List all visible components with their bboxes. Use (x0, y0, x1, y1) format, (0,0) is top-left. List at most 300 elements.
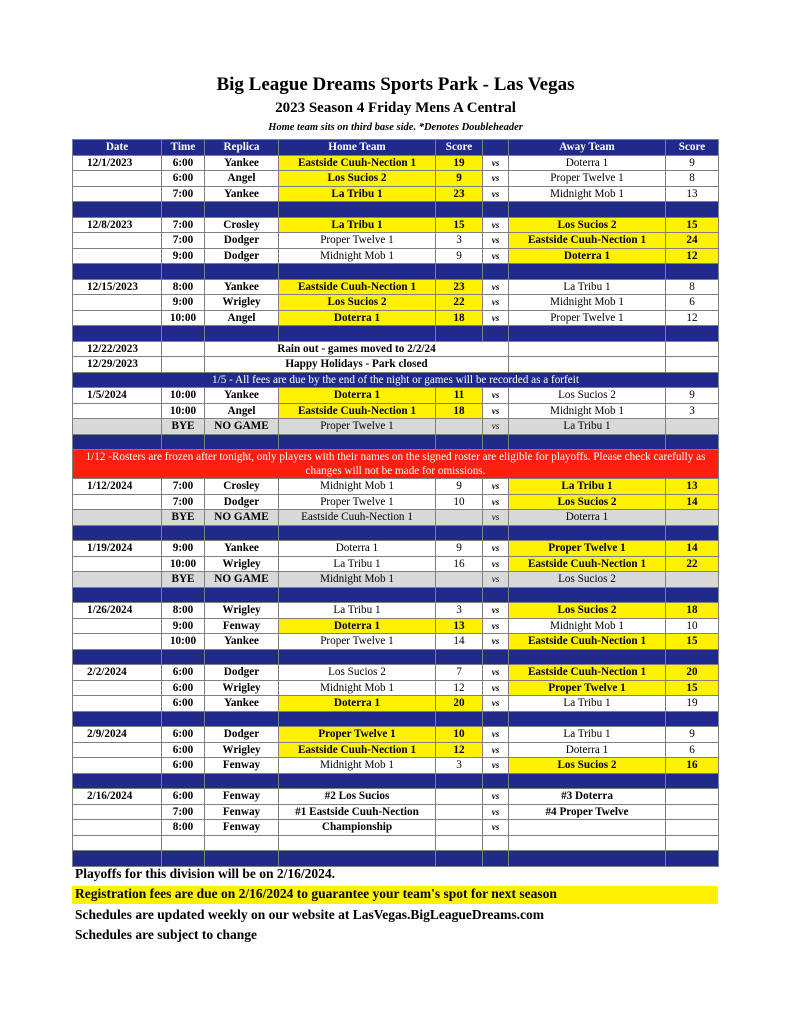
separator-cell (483, 711, 509, 727)
separator-cell (205, 202, 279, 218)
game-row (73, 388, 719, 404)
time-cell: 6:00 (162, 171, 205, 187)
home-score-cell: 19 (436, 155, 483, 171)
replica-cell: Yankee (205, 186, 279, 202)
away-team-cell: Doterra 1 (509, 510, 666, 526)
away-team-cell (509, 820, 666, 836)
game-row (73, 680, 719, 696)
replica-cell: Yankee (205, 634, 279, 650)
away-score-cell: 6 (666, 742, 719, 758)
time-cell: 6:00 (162, 742, 205, 758)
away-team-cell: Proper Twelve 1 (509, 310, 666, 326)
separator-cell (483, 649, 509, 665)
away-team-cell: Eastside Cuuh-Nection 1 (509, 665, 666, 681)
bye-row (73, 419, 719, 435)
separator-cell (162, 202, 205, 218)
date-cell (73, 186, 162, 202)
away-team-cell: Eastside Cuuh-Nection 1 (509, 556, 666, 572)
time-cell: 7:00 (162, 186, 205, 202)
separator-cell (279, 202, 436, 218)
separator-cell (73, 434, 162, 450)
home-team-cell: Doterra 1 (279, 310, 436, 326)
home-team-cell: La Tribu 1 (279, 603, 436, 619)
replica-cell: Wrigley (205, 295, 279, 311)
week-separator-row (73, 434, 719, 450)
time-cell: BYE (162, 419, 205, 435)
date-cell (73, 680, 162, 696)
vs-cell: vs (483, 403, 509, 419)
date-cell (73, 742, 162, 758)
home-score-cell: 3 (436, 758, 483, 774)
home-team-cell: Eastside Cuuh-Nection 1 (279, 510, 436, 526)
time-cell: 8:00 (162, 603, 205, 619)
home-team-cell: Proper Twelve 1 (279, 634, 436, 650)
home-score-cell: 14 (436, 634, 483, 650)
date-cell: 1/26/2024 (73, 603, 162, 619)
separator-cell (279, 649, 436, 665)
separator-cell (483, 773, 509, 789)
week-separator-row (73, 711, 719, 727)
date-notice-text: Rain out - games moved to 2/2/24 (205, 341, 509, 357)
away-team-cell: Los Sucios 2 (509, 388, 666, 404)
away-score-cell: 15 (666, 217, 719, 233)
separator-cell (73, 851, 162, 867)
separator-cell (73, 711, 162, 727)
home-score-cell: 7 (436, 665, 483, 681)
vs-cell: vs (483, 665, 509, 681)
date-cell (73, 572, 162, 588)
empty-cell (666, 357, 719, 373)
footer-website: Schedules are updated weekly on our website at LasVegas.BigLeagueDreams.com (75, 907, 545, 922)
game-row (73, 155, 719, 171)
away-team-cell: Doterra 1 (509, 248, 666, 264)
home-team-cell: Doterra 1 (279, 541, 436, 557)
separator-cell (162, 326, 205, 342)
col-header-time: Time (162, 140, 205, 156)
replica-cell: Crosley (205, 479, 279, 495)
week-separator-row (73, 202, 719, 218)
separator-cell (436, 264, 483, 280)
away-score-cell (666, 572, 719, 588)
vs-cell: vs (483, 804, 509, 820)
separator-cell (509, 649, 666, 665)
separator-cell (205, 525, 279, 541)
vs-cell: vs (483, 742, 509, 758)
empty-cell (162, 341, 205, 357)
time-cell: 9:00 (162, 248, 205, 264)
game-row (73, 494, 719, 510)
date-cell (73, 758, 162, 774)
home-score-cell: 11 (436, 388, 483, 404)
replica-cell: Yankee (205, 541, 279, 557)
date-notice-row (73, 341, 719, 357)
separator-cell (436, 202, 483, 218)
separator-cell (279, 711, 436, 727)
away-score-cell (666, 419, 719, 435)
away-score-cell: 12 (666, 248, 719, 264)
home-score-cell: 9 (436, 248, 483, 264)
separator-cell (509, 202, 666, 218)
roster-notice-text: 1/12 -Rosters are frozen after tonight, only players with their names on the signed roster are eligible for playoffs. Please check carefully as changes will not be made for omissions. (73, 450, 719, 479)
vs-cell: vs (483, 820, 509, 836)
time-cell: 6:00 (162, 758, 205, 774)
time-cell: BYE (162, 510, 205, 526)
separator-cell (483, 851, 509, 867)
replica-cell: Dodger (205, 727, 279, 743)
replica-cell: Dodger (205, 248, 279, 264)
time-cell: 9:00 (162, 541, 205, 557)
vs-cell: vs (483, 279, 509, 295)
separator-cell (509, 711, 666, 727)
separator-cell (509, 525, 666, 541)
date-cell (73, 494, 162, 510)
vs-cell: vs (483, 248, 509, 264)
time-cell: 6:00 (162, 155, 205, 171)
home-team-cell: Eastside Cuuh-Nection 1 (279, 403, 436, 419)
home-team-cell: Midnight Mob 1 (279, 572, 436, 588)
away-team-cell: Los Sucios 2 (509, 758, 666, 774)
separator-cell (73, 587, 162, 603)
empty-cell (509, 341, 666, 357)
replica-cell: Angel (205, 310, 279, 326)
game-row (73, 727, 719, 743)
away-score-cell: 24 (666, 233, 719, 249)
separator-cell (162, 587, 205, 603)
away-team-cell: Eastside Cuuh-Nection 1 (509, 233, 666, 249)
home-score-cell: 16 (436, 556, 483, 572)
away-score-cell: 10 (666, 618, 719, 634)
home-score-cell (436, 510, 483, 526)
time-cell: 10:00 (162, 634, 205, 650)
table-header-row (73, 140, 719, 156)
home-team-cell: Proper Twelve 1 (279, 419, 436, 435)
home-team-cell: Los Sucios 2 (279, 295, 436, 311)
time-cell: 6:00 (162, 789, 205, 805)
separator-cell (205, 326, 279, 342)
empty-cell (279, 835, 436, 851)
week-separator-row (73, 587, 719, 603)
home-team-cell: Midnight Mob 1 (279, 248, 436, 264)
away-score-cell (666, 510, 719, 526)
replica-cell: Dodger (205, 233, 279, 249)
home-score-cell: 15 (436, 217, 483, 233)
separator-cell (436, 851, 483, 867)
away-score-cell: 16 (666, 758, 719, 774)
away-team-cell: Midnight Mob 1 (509, 403, 666, 419)
separator-cell (73, 649, 162, 665)
vs-cell: vs (483, 541, 509, 557)
time-cell: 6:00 (162, 665, 205, 681)
home-score-cell (436, 572, 483, 588)
game-row (73, 618, 719, 634)
home-team-cell: Proper Twelve 1 (279, 494, 436, 510)
away-team-cell: Proper Twelve 1 (509, 541, 666, 557)
home-team-cell: Championship (279, 820, 436, 836)
away-team-cell: La Tribu 1 (509, 696, 666, 712)
away-team-cell: Los Sucios 2 (509, 603, 666, 619)
separator-cell (205, 434, 279, 450)
away-team-cell: Midnight Mob 1 (509, 618, 666, 634)
separator-cell (162, 525, 205, 541)
page-subtitle: 2023 Season 4 Friday Mens A Central (275, 100, 516, 116)
game-row (73, 789, 719, 805)
time-cell: 7:00 (162, 804, 205, 820)
date-cell (73, 820, 162, 836)
time-cell: 6:00 (162, 696, 205, 712)
away-score-cell: 18 (666, 603, 719, 619)
time-cell: 10:00 (162, 388, 205, 404)
date-cell (73, 696, 162, 712)
home-score-cell: 9 (436, 479, 483, 495)
date-cell: 2/2/2024 (73, 665, 162, 681)
col-header-away-score: Score (666, 140, 719, 156)
vs-cell: vs (483, 171, 509, 187)
game-row (73, 742, 719, 758)
replica-cell: NO GAME (205, 510, 279, 526)
separator-cell (436, 525, 483, 541)
empty-cell (162, 357, 205, 373)
home-score-cell: 18 (436, 403, 483, 419)
week-separator-row (73, 525, 719, 541)
game-row (73, 279, 719, 295)
vs-cell: vs (483, 295, 509, 311)
separator-cell (162, 434, 205, 450)
separator-cell (205, 649, 279, 665)
time-cell: 6:00 (162, 680, 205, 696)
game-row (73, 403, 719, 419)
date-cell (73, 295, 162, 311)
replica-cell: Yankee (205, 696, 279, 712)
separator-cell (205, 711, 279, 727)
away-score-cell: 9 (666, 388, 719, 404)
week-separator-row (73, 326, 719, 342)
empty-cell (73, 835, 162, 851)
game-row (73, 295, 719, 311)
empty-cell (509, 357, 666, 373)
date-cell (73, 248, 162, 264)
home-score-cell: 3 (436, 233, 483, 249)
game-row (73, 665, 719, 681)
home-score-cell: 3 (436, 603, 483, 619)
game-row (73, 804, 719, 820)
home-score-cell: 13 (436, 618, 483, 634)
date-cell (73, 556, 162, 572)
time-cell: 10:00 (162, 310, 205, 326)
separator-cell (666, 773, 719, 789)
replica-cell: Fenway (205, 789, 279, 805)
separator-cell (279, 773, 436, 789)
vs-cell: vs (483, 186, 509, 202)
date-cell (73, 310, 162, 326)
away-team-cell: Midnight Mob 1 (509, 295, 666, 311)
week-separator-row (73, 773, 719, 789)
vs-cell: vs (483, 310, 509, 326)
home-score-cell: 20 (436, 696, 483, 712)
bye-row (73, 572, 719, 588)
away-score-cell: 15 (666, 634, 719, 650)
vs-cell: vs (483, 789, 509, 805)
col-header-replica: Replica (205, 140, 279, 156)
separator-cell (73, 264, 162, 280)
time-cell: 10:00 (162, 556, 205, 572)
separator-cell (483, 264, 509, 280)
vs-cell: vs (483, 419, 509, 435)
separator-cell (73, 326, 162, 342)
game-row (73, 541, 719, 557)
separator-cell (509, 587, 666, 603)
home-team-cell: Doterra 1 (279, 618, 436, 634)
separator-cell (483, 525, 509, 541)
vs-cell: vs (483, 603, 509, 619)
replica-cell: Wrigley (205, 603, 279, 619)
home-score-cell: 23 (436, 186, 483, 202)
vs-cell: vs (483, 155, 509, 171)
date-cell: 2/9/2024 (73, 727, 162, 743)
game-row (73, 217, 719, 233)
col-header-vs (483, 140, 509, 156)
separator-cell (666, 525, 719, 541)
away-score-cell (666, 820, 719, 836)
game-row (73, 248, 719, 264)
date-cell (73, 510, 162, 526)
time-cell: 8:00 (162, 279, 205, 295)
separator-cell (279, 434, 436, 450)
page-title: Big League Dreams Sports Park - Las Vegas (216, 74, 575, 95)
date-cell: 12/15/2023 (73, 279, 162, 295)
time-cell: 8:00 (162, 820, 205, 836)
away-team-cell: Doterra 1 (509, 155, 666, 171)
separator-cell (279, 587, 436, 603)
date-cell (73, 171, 162, 187)
separator-cell (666, 711, 719, 727)
date-cell (73, 804, 162, 820)
game-row (73, 556, 719, 572)
away-score-cell: 8 (666, 171, 719, 187)
week-separator-row (73, 264, 719, 280)
schedule-table (72, 139, 719, 867)
time-cell: 9:00 (162, 618, 205, 634)
game-row (73, 634, 719, 650)
footer-disclaimer: Schedules are subject to change (75, 927, 257, 942)
separator-cell (509, 851, 666, 867)
separator-cell (483, 434, 509, 450)
away-team-cell: La Tribu 1 (509, 419, 666, 435)
time-cell: 6:00 (162, 727, 205, 743)
separator-cell (666, 264, 719, 280)
vs-cell: vs (483, 556, 509, 572)
empty-cell (205, 835, 279, 851)
week-separator-row (73, 851, 719, 867)
game-row (73, 171, 719, 187)
replica-cell: Yankee (205, 155, 279, 171)
vs-cell: vs (483, 233, 509, 249)
away-team-cell: La Tribu 1 (509, 479, 666, 495)
away-score-cell: 6 (666, 295, 719, 311)
game-row (73, 233, 719, 249)
replica-cell: Fenway (205, 820, 279, 836)
vs-cell: vs (483, 727, 509, 743)
date-cell (73, 233, 162, 249)
separator-cell (162, 264, 205, 280)
separator-cell (73, 773, 162, 789)
separator-cell (666, 202, 719, 218)
replica-cell: Dodger (205, 665, 279, 681)
week-separator-row (73, 649, 719, 665)
replica-cell: Wrigley (205, 556, 279, 572)
date-cell: 1/12/2024 (73, 479, 162, 495)
replica-cell: Dodger (205, 494, 279, 510)
home-team-cell: La Tribu 1 (279, 217, 436, 233)
replica-cell: Wrigley (205, 742, 279, 758)
game-row (73, 696, 719, 712)
replica-cell: Yankee (205, 279, 279, 295)
replica-cell: Yankee (205, 388, 279, 404)
separator-cell (162, 773, 205, 789)
home-score-cell: 9 (436, 541, 483, 557)
separator-cell (279, 264, 436, 280)
separator-cell (483, 587, 509, 603)
separator-cell (483, 202, 509, 218)
empty-cell (483, 835, 509, 851)
separator-cell (509, 434, 666, 450)
replica-cell: Fenway (205, 758, 279, 774)
away-score-cell: 13 (666, 186, 719, 202)
separator-cell (483, 326, 509, 342)
bye-row (73, 510, 719, 526)
vs-cell: vs (483, 388, 509, 404)
separator-cell (162, 649, 205, 665)
home-team-cell: La Tribu 1 (279, 556, 436, 572)
game-row (73, 479, 719, 495)
separator-cell (666, 326, 719, 342)
date-cell: 12/22/2023 (73, 341, 162, 357)
time-cell: 9:00 (162, 295, 205, 311)
separator-cell (73, 525, 162, 541)
away-team-cell: La Tribu 1 (509, 727, 666, 743)
replica-cell: Fenway (205, 618, 279, 634)
separator-cell (436, 773, 483, 789)
home-score-cell (436, 820, 483, 836)
separator-cell (666, 587, 719, 603)
home-team-cell: Doterra 1 (279, 388, 436, 404)
separator-cell (436, 434, 483, 450)
time-cell: 7:00 (162, 479, 205, 495)
roster-notice-row (73, 450, 719, 479)
home-score-cell: 12 (436, 742, 483, 758)
away-score-cell: 9 (666, 155, 719, 171)
home-team-cell: La Tribu 1 (279, 186, 436, 202)
away-team-cell: Doterra 1 (509, 742, 666, 758)
away-team-cell: #4 Proper Twelve (509, 804, 666, 820)
empty-cell (162, 835, 205, 851)
separator-cell (666, 649, 719, 665)
time-cell: 10:00 (162, 403, 205, 419)
vs-cell: vs (483, 479, 509, 495)
game-row (73, 603, 719, 619)
home-team-cell: Los Sucios 2 (279, 171, 436, 187)
away-score-cell (666, 789, 719, 805)
away-team-cell: #3 Doterra (509, 789, 666, 805)
separator-cell (279, 851, 436, 867)
home-team-cell: Midnight Mob 1 (279, 680, 436, 696)
away-team-cell: Proper Twelve 1 (509, 680, 666, 696)
home-score-cell: 12 (436, 680, 483, 696)
replica-cell: NO GAME (205, 572, 279, 588)
replica-cell: NO GAME (205, 419, 279, 435)
col-header-date: Date (73, 140, 162, 156)
date-notice-text: Happy Holidays - Park closed (205, 357, 509, 373)
vs-cell: vs (483, 696, 509, 712)
